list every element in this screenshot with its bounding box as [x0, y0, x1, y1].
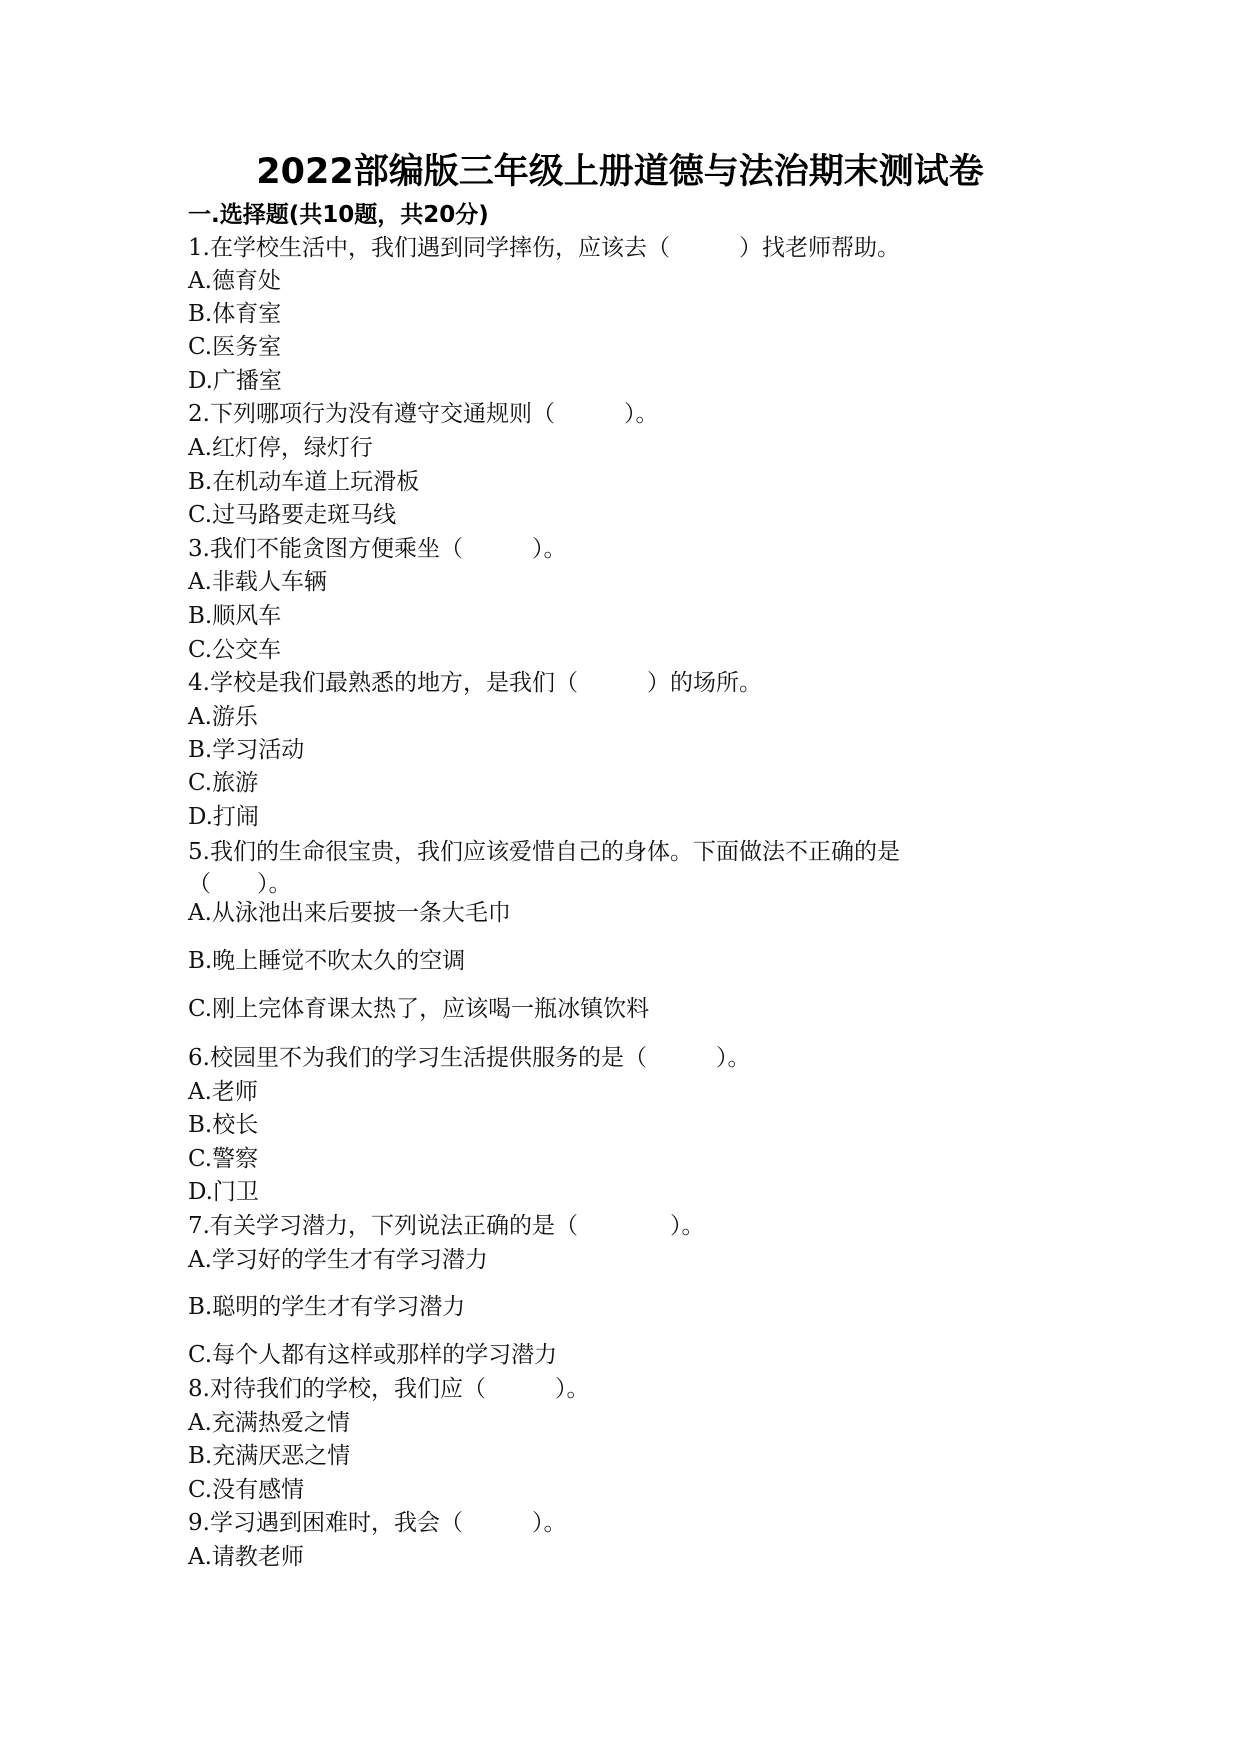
- question-1-text: 1.在学校生活中，我们遇到同学摔伤，应该去（ ）找老师帮助。: [188, 235, 900, 261]
- question-1-option-c: C.医务室: [188, 334, 282, 360]
- section-heading: 一.选择题(共10题，共20分): [188, 202, 489, 228]
- question-2-option-b: B.在机动车道上玩滑板: [188, 469, 420, 495]
- question-6-text: 6.校园里不为我们的学习生活提供服务的是（ ）。: [188, 1045, 751, 1071]
- page-title: 2022部编版三年级上册道德与法治期末测试卷: [256, 152, 984, 192]
- question-6-option-c: C.警察: [188, 1146, 259, 1172]
- question-2-text: 2.下列哪项行为没有遵守交通规则（ ）。: [188, 401, 659, 427]
- question-8-option-c: C.没有感情: [188, 1477, 305, 1503]
- question-4-option-b: B.学习活动: [188, 737, 305, 763]
- question-7-option-c: C.每个人都有这样或那样的学习潜力: [188, 1342, 558, 1368]
- question-5-text: 5.我们的生命很宝贵，我们应该爱惜自己的身体。下面做法不正确的是（ ）。: [188, 839, 900, 897]
- question-6-option-a: A.老师: [188, 1079, 258, 1105]
- question-4-text: 4.学校是我们最熟悉的地方，是我们（ ）的场所。: [188, 670, 762, 696]
- question-9-option-a: A.请教老师: [188, 1544, 304, 1570]
- question-7-option-a: A.学习好的学生才有学习潜力: [188, 1247, 488, 1273]
- question-6-option-d: D.门卫: [188, 1179, 259, 1205]
- question-1-option-a: A.德育处: [188, 268, 281, 294]
- question-1-option-d: D.广播室: [188, 368, 282, 394]
- question-4-option-c: C.旅游: [188, 770, 259, 796]
- question-8-option-a: A.充满热爱之情: [188, 1410, 350, 1436]
- question-3-option-c: C.公交车: [188, 637, 282, 663]
- question-8-text: 8.对待我们的学校，我们应（ ）。: [188, 1376, 590, 1402]
- question-2-option-a: A.红灯停，绿灯行: [188, 435, 373, 461]
- question-4-option-d: D.打闹: [188, 804, 259, 830]
- question-8-option-b: B.充满厌恶之情: [188, 1443, 351, 1469]
- question-3-option-a: A.非载人车辆: [188, 569, 327, 595]
- question-3-text: 3.我们不能贪图方便乘坐（ ）。: [188, 536, 567, 562]
- question-9-text: 9.学习遇到困难时，我会（ ）。: [188, 1510, 567, 1536]
- question-3-option-b: B.顺风车: [188, 603, 282, 629]
- question-5-option-b: B.晚上睡觉不吹太久的空调: [188, 948, 466, 974]
- question-7-text: 7.有关学习潜力，下列说法正确的是（ ）。: [188, 1213, 705, 1239]
- question-4-option-a: A.游乐: [188, 704, 258, 730]
- question-5-option-a: A.从泳池出来后要披一条大毛巾: [188, 900, 511, 926]
- question-7-option-b: B.聪明的学生才有学习潜力: [188, 1294, 466, 1320]
- question-2-option-c: C.过马路要走斑马线: [188, 502, 397, 528]
- question-5-option-c: C.刚上完体育课太热了，应该喝一瓶冰镇饮料: [188, 996, 650, 1022]
- question-6-option-b: B.校长: [188, 1112, 259, 1138]
- question-1-option-b: B.体育室: [188, 301, 282, 327]
